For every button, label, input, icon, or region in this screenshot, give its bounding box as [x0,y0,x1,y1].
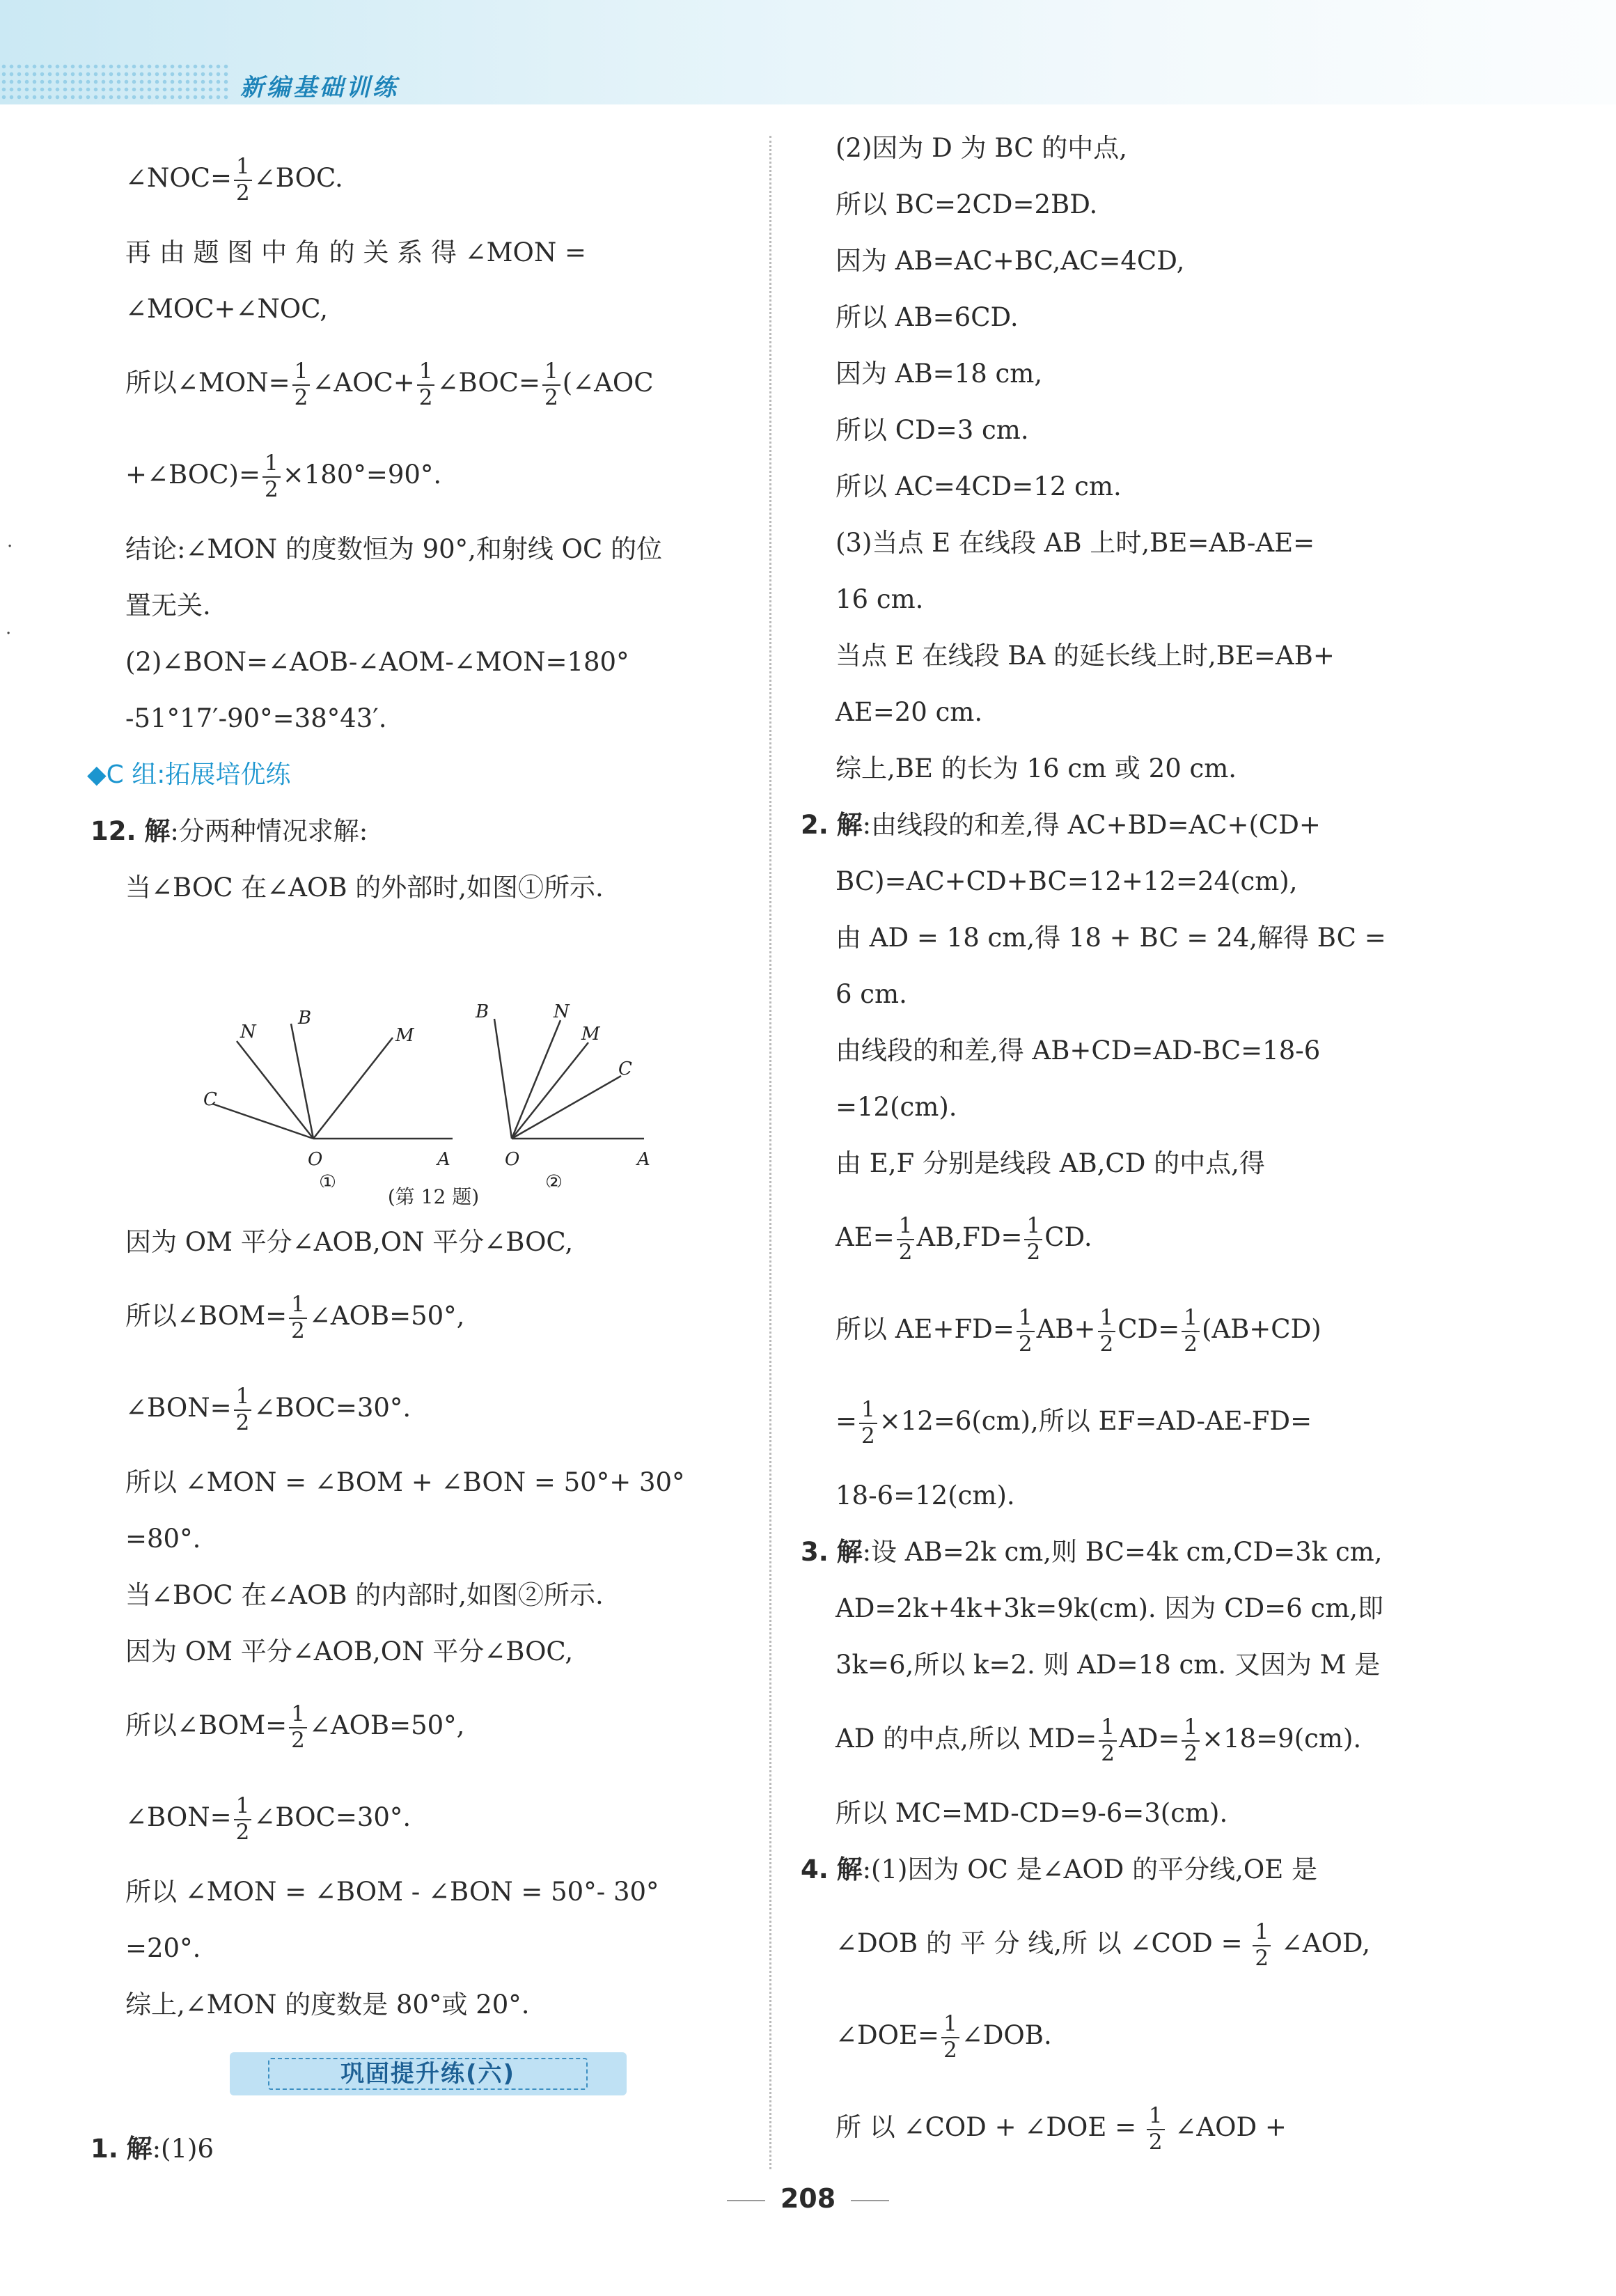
fraction: $\frac{1}{2}$ [1253,1920,1271,1971]
fig1-label-m: M [395,1025,414,1046]
problem-2-heading: 2. 解:由线段的和差,得 AC+BD=AC+(CD+ [801,810,1321,840]
fraction: $\frac{1}{2}$ [1098,1306,1116,1357]
scan-speck: · [7,536,13,557]
text-line: 因为 AB=AC+BC,AC=4CD, [836,246,1185,276]
fig1-label-b: B [298,1008,312,1029]
fig1-label-n: N [240,1022,256,1042]
fraction: $\frac{1}{2}$ [1147,2104,1165,2155]
fig2-label-m: M [581,1024,600,1045]
fraction: $\frac{1}{2}$ [289,1293,307,1343]
text-line: =12(cm). [836,1092,957,1122]
solution-label: 解 [836,1854,863,1884]
text-line: AE=20 cm. [836,697,983,727]
problem-12-figure [125,916,742,1187]
text-line: +∠BOC)= $\frac{1}{2}$ ×180°=90°. [125,450,442,502]
fraction: $\frac{1}{2}$ [262,451,281,502]
text-line: ∠NOC= $\frac{1}{2}$ ∠BOC. [125,153,343,205]
ray-ob-2 [494,1019,512,1139]
text-line: BC)=AC+CD+BC=12+12=24(cm), [836,866,1298,896]
text-line: AD=2k+4k+3k=9k(cm). 因为 CD=6 cm,即 [836,1593,1384,1623]
solution-label: 解 [836,1537,863,1567]
text-line: 18-6=12(cm). [836,1481,1015,1510]
fraction: $\frac{1}{2}$ [234,1384,252,1435]
right-column [801,120,1462,2173]
angle-diagram [125,916,742,1187]
fraction: $\frac{1}{2}$ [859,1398,877,1448]
text-line: 16 cm. [836,584,924,614]
text-line: 所以 ∠MON = ∠BOM - ∠BON = 50°- 30° [125,1877,659,1907]
text-line: 所以 AB=6CD. [836,302,1019,332]
text-line: (2)因为 D 为 BC 的中点, [836,133,1128,163]
text-line: =20°. [125,1933,201,1963]
fig1-label-c: C [203,1089,217,1110]
solution-label: 解 [144,816,171,846]
section-banner-title: 巩固提升练(六) [268,2058,588,2090]
text-line: = $\frac{1}{2}$ ×12=6(cm),所以 EF=AD-AE-FD= [836,1396,1312,1448]
problem-1-heading: 1. 解:(1)6 [91,2134,214,2164]
text-line: 当点 E 在线段 BA 的延长线上时,BE=AB+ [836,641,1335,671]
text-line: (2)∠BON=∠AOB-∠AOM-∠MON=180° [125,647,629,677]
problem-4-heading: 4. 解:(1)因为 OC 是∠AOD 的平分线,OE 是 [801,1854,1317,1884]
ray-oc-1 [212,1104,313,1139]
fig2-label-a: A [637,1149,650,1170]
fig1-label-a: A [437,1149,450,1170]
text-line: 当∠BOC 在∠AOB 的内部时,如图②所示. [125,1580,604,1610]
ray-ob-1 [291,1024,313,1139]
header-band [0,0,1616,104]
fig2-tag: ② [545,1171,563,1187]
fraction: $\frac{1}{2}$ [234,155,252,205]
text-line: ∠DOB 的 平 分 线,所 以 ∠COD = $\frac{1}{2}$ ∠AOD, [836,1919,1371,1971]
scan-speck: · [6,623,12,644]
fig2-label-n: N [554,1001,570,1022]
text-line: 所以 BC=2CD=2BD. [836,189,1098,219]
fraction: $\frac{1}{2}$ [1099,1715,1117,1766]
problem-12-heading: 12. 解:分两种情况求解: [91,816,368,846]
text-line: 所以 ∠MON = ∠BOM + ∠BON = 50°+ 30° [125,1467,685,1497]
fig2-label-b: B [476,1001,489,1022]
problem-3-heading: 3. 解:设 AB=2k cm,则 BC=4k cm,CD=3k cm, [801,1537,1383,1567]
fraction: $\frac{1}{2}$ [941,2012,959,2063]
fraction: $\frac{1}{2}$ [417,359,435,410]
ray-oc-2 [512,1076,621,1139]
page-number-dash [727,2200,765,2201]
fraction: $\frac{1}{2}$ [1024,1214,1042,1265]
text-line: 由 E,F 分别是线段 AB,CD 的中点,得 [836,1148,1265,1178]
header-title: 新编基础训练 [240,74,399,102]
text-line: 因为 OM 平分∠AOB,ON 平分∠BOC, [125,1227,574,1257]
text-line: AD 的中点,所以 MD= $\frac{1}{2}$ AD= $\frac{1}{2}$ ×18=9(cm). [836,1714,1362,1766]
problem-number: 4. [801,1854,829,1884]
text-line: 结论:∠MON 的度数恒为 90°,和射线 OC 的位 [125,534,663,564]
text-line: 所以 AE+FD= $\frac{1}{2}$ AB+ $\frac{1}{2}$ CD= $\frac{1}{2}$ (AB+CD) [836,1304,1321,1357]
ray-on-2 [512,1020,560,1139]
text-line: (3)当点 E 在线段 AB 上时,BE=AB-AE= [836,528,1315,558]
text-line: 置无关. [125,591,211,620]
fraction: $\frac{1}{2}$ [234,1794,252,1845]
text-line: 综上,BE 的长为 16 cm 或 20 cm. [836,753,1237,783]
text-line: 所以 AC=4CD=12 cm. [836,471,1122,501]
ray-om-1 [313,1038,393,1139]
page-number: 208 [0,2183,1616,2214]
fig2-label-o: O [505,1149,520,1170]
text-line: AE= $\frac{1}{2}$ AB,FD= $\frac{1}{2}$ CD. [836,1212,1092,1265]
text-line: 所以∠MON= $\frac{1}{2}$ ∠AOC+ $\frac{1}{2}$ ∠BOC= $\frac{1}{2}$ (∠AOC [125,358,654,410]
solution-label: 解 [836,810,863,840]
text-line: 由线段的和差,得 AB+CD=AD-BC=18-6 [836,1036,1321,1065]
fraction: $\frac{1}{2}$ [1017,1306,1035,1357]
fig1-tag: ① [319,1171,337,1187]
fig2-label-c: C [618,1059,632,1079]
text-line: 所以∠BOM= $\frac{1}{2}$ ∠AOB=50°, [125,1291,465,1343]
page-number-dash [851,2200,889,2201]
left-column [87,132,742,2177]
text-line: =80°. [125,1524,201,1554]
text-line: 3k=6,所以 k=2. 则 AD=18 cm. 又因为 M 是 [836,1650,1381,1680]
text-line: 所以 MC=MD-CD=9-6=3(cm). [836,1798,1228,1828]
text-line: ∠BON= $\frac{1}{2}$ ∠BOC=30°. [125,1793,411,1845]
text-line: 所 以 ∠COD + ∠DOE = $\frac{1}{2}$ ∠AOD + [836,2102,1287,2155]
ray-om-2 [512,1042,588,1139]
problem-number: 3. [801,1537,829,1567]
text-line: 由 AD = 18 cm,得 18 + BC = 24,解得 BC = [836,923,1386,953]
text-line: ∠MOC+∠NOC, [125,294,328,324]
text-line: 6 cm. [836,979,907,1009]
column-divider [769,136,771,2169]
figure-caption: (第 12 题) [387,1185,480,1208]
section-banner [230,2052,627,2095]
problem-number: 1. [91,2134,118,2164]
text-line: 所以∠BOM= $\frac{1}{2}$ ∠AOB=50°, [125,1701,465,1753]
fraction: $\frac{1}{2}$ [897,1214,915,1265]
fraction: $\frac{1}{2}$ [289,1702,307,1753]
header-dot-pattern [0,63,230,102]
text-line: 当∠BOC 在∠AOB 的外部时,如图①所示. [125,873,604,903]
text-line: 所以 CD=3 cm. [836,415,1029,445]
ray-on-1 [237,1041,313,1139]
problem-number: 12. [91,816,136,846]
text-line: 综上,∠MON 的度数是 80°或 20°. [125,1990,530,2020]
text-line: -51°17′-90°=38°43′. [125,703,387,733]
text-line: 再 由 题 图 中 角 的 关 系 得 ∠MON = [125,237,586,267]
fig1-label-o: O [308,1149,323,1170]
section-heading-c: ◆C 组:拓展培优练 [87,760,291,789]
text-line: ∠DOE= $\frac{1}{2}$ ∠DOB. [836,2010,1052,2063]
text-line: 因为 AB=18 cm, [836,359,1043,389]
text-line: ∠BON= $\frac{1}{2}$ ∠BOC=30°. [125,1383,411,1435]
fraction: $\frac{1}{2}$ [292,359,311,410]
solution-label: 解 [126,2134,152,2164]
problem-number: 2. [801,810,829,840]
fraction: $\frac{1}{2}$ [1182,1715,1200,1766]
fraction: $\frac{1}{2}$ [1182,1306,1200,1357]
fraction: $\frac{1}{2}$ [542,359,560,410]
text-line: 因为 OM 平分∠AOB,ON 平分∠BOC, [125,1637,574,1666]
